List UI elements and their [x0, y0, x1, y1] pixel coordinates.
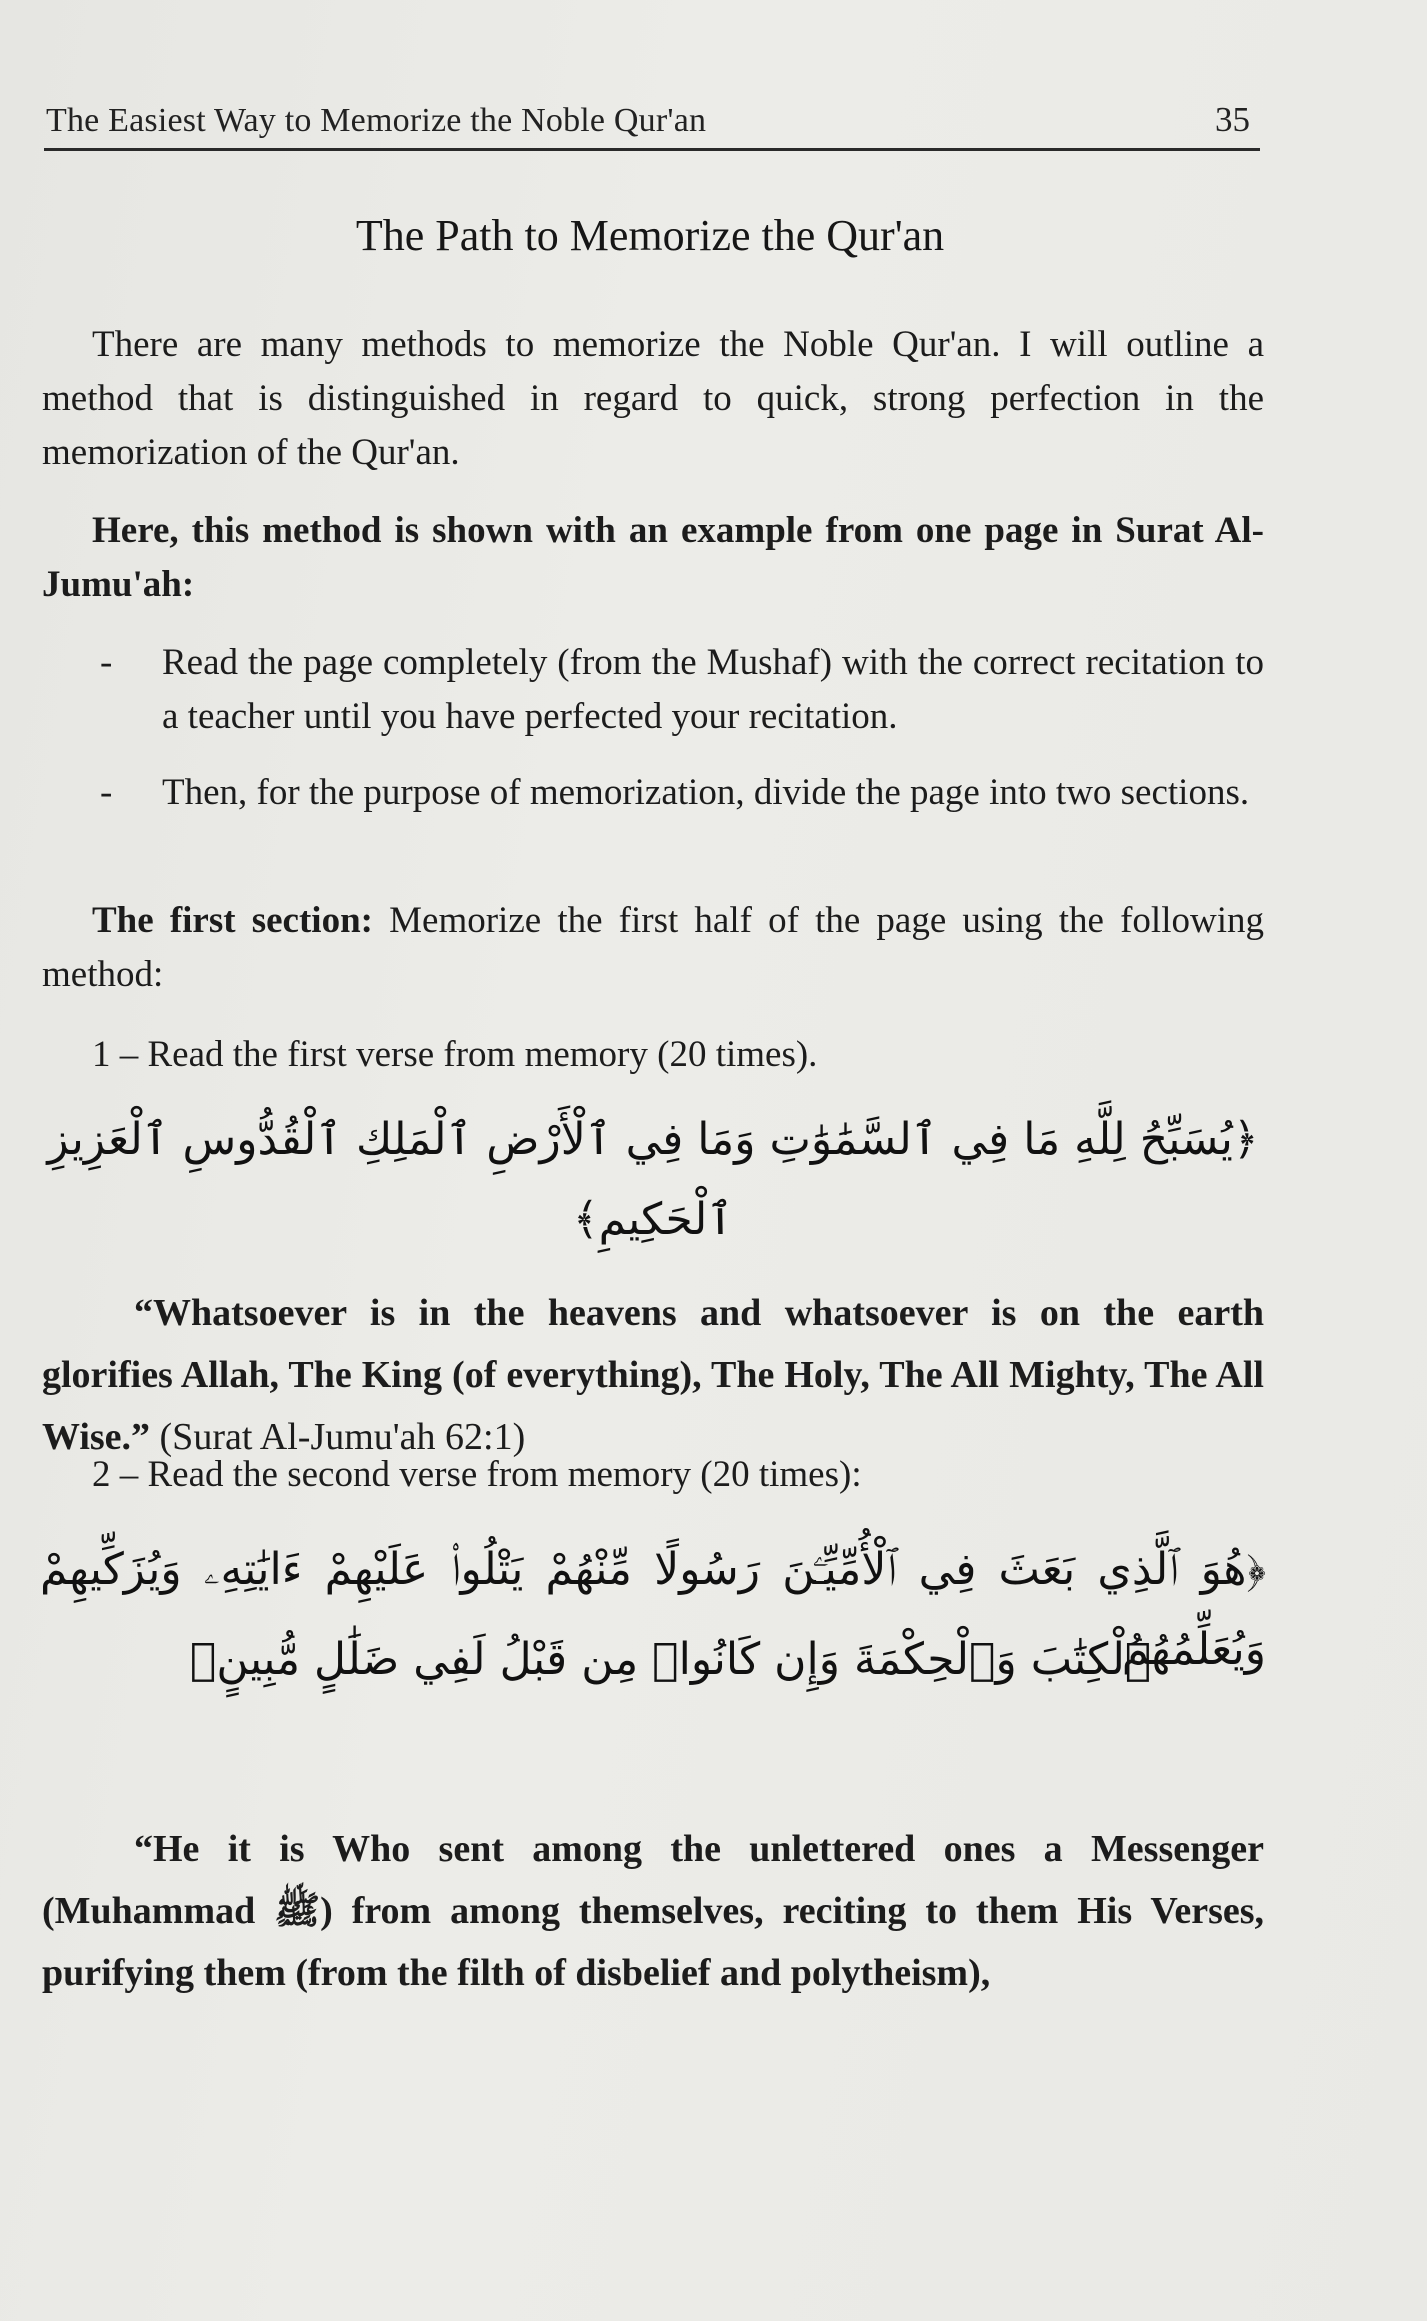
step-2-label: 2 – Read the second verse from memory (20 times):: [92, 1454, 862, 1495]
verse-2-translation: “He it is Who sent among the unlettered ones a Messenger (Muhammad ﷺ) from among themselves, reciting to them His Verses, purifying them (from the filth of disbelief and polytheism),: [42, 1828, 1265, 1994]
bullet-dash: -: [100, 772, 113, 813]
bullet-item: [100, 636, 1266, 748]
page-number: 35: [1215, 100, 1250, 139]
bullet-text: Read the page completely (from the Mushaf) with the correct recitation to a teacher until you have perfected your recitation.: [162, 642, 1264, 737]
bullet-item: [100, 766, 1266, 878]
first-section-paragraph: [42, 894, 1264, 1002]
arabic-verse-2-line-2: ٱلْكِتَٰبَ وَٱلْحِكْمَةَ وَإِن كَانُوا۟ مِن قَبْلُ لَفِي ضَلَٰلٍ مُّبِينٍ﴾: [190, 1634, 1152, 1685]
intro-paragraph: There are many methods to memorize the Noble Qur'an. I will outline a method that is distinguished in regard to quick, strong perfection in the memorization of the Qur'an.: [42, 324, 1264, 473]
verse-1-source: (Surat Al-Jumu'ah 62:1): [150, 1416, 526, 1458]
verse-1-translation-text: “Whatsoever is in the heavens and whatsoever is on the earth glorifies Allah, The King (of everything), The Holy, The All Mighty, The All Wise.”: [42, 1292, 1264, 1458]
first-section-text: Memorize the first half of the page using the following method:: [42, 900, 1264, 995]
running-title: The Easiest Way to Memorize the Noble Qur'an: [46, 102, 707, 139]
arabic-verse-2-line-1: ﴿هُوَ ٱلَّذِي بَعَثَ فِي ٱلْأُمِّيِّـۧنَ رَسُولًا مِّنْهُمْ يَتْلُوا۟ عَلَيْهِمْ ءَايَٰتِهِۦ وَيُزَكِّيهِمْ وَيُعَلِّمُهُمُ: [40, 1544, 1266, 1675]
arabic-verse-1: ﴿يُسَبِّحُ لِلَّهِ مَا فِي ٱلسَّمَٰوَٰتِ وَمَا فِي ٱلْأَرْضِ ٱلْمَلِكِ ٱلْقُدُّوسِ ٱلْعَزِيزِ ٱلْحَكِيمِ﴾: [47, 1114, 1259, 1245]
bullet-dash: -: [100, 642, 113, 683]
bullet-text: Then, for the purpose of memorization, divide the page into two sections.: [162, 772, 1250, 813]
section-title: The Path to Memorize the Qur'an: [355, 211, 945, 260]
running-header: [44, 96, 1260, 151]
first-section-label: The first section:: [92, 900, 373, 941]
example-intro-paragraph: Here, this method is shown with an example from one page in Surat Al-Jumu'ah:: [42, 510, 1264, 605]
verse-1-translation: [42, 1282, 1264, 1468]
step-1-label: 1 – Read the first verse from memory (20 times).: [92, 1034, 818, 1075]
